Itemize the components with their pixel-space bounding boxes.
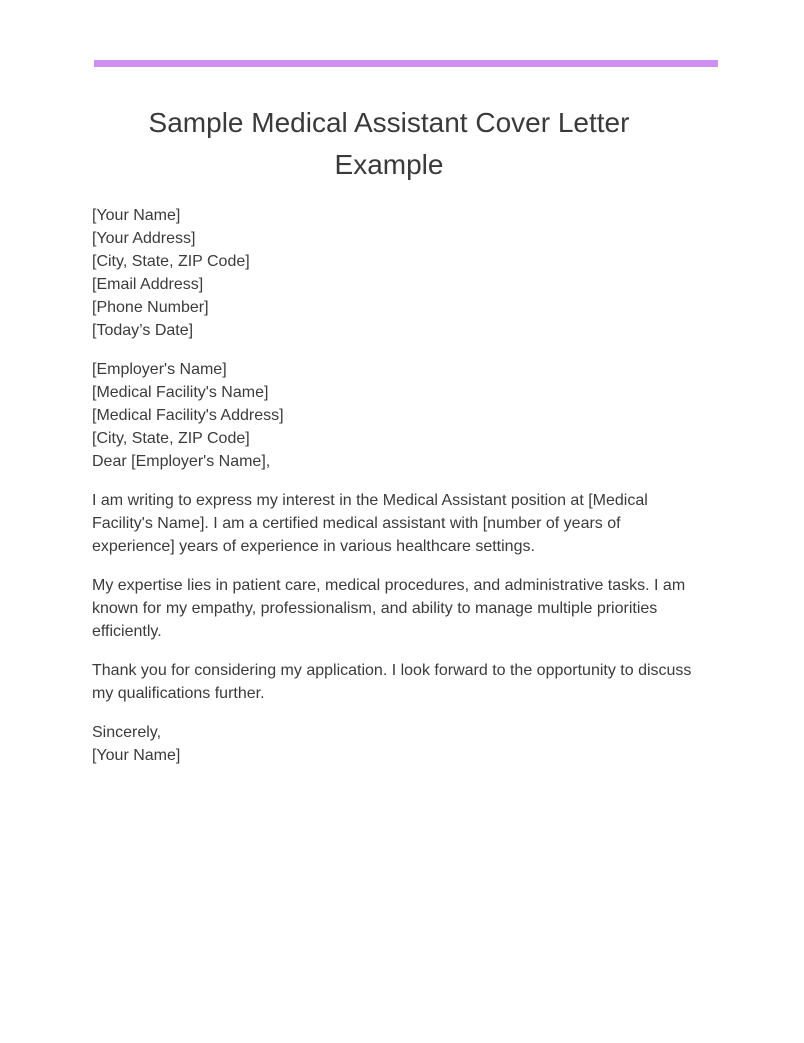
letter-body — [92, 204, 697, 783]
signature-name: [Your Name] — [92, 747, 181, 764]
intro-paragraph: I am writing to express my interest in the Medical Assistant position at [Medical Facility's Name]. I am a certified medical assistant with [number of years of experience] years of experience in various healthcare settings. — [92, 492, 648, 555]
sender-address: [Your Address] — [92, 230, 196, 247]
facility-city-state-zip: [City, State, ZIP Code] — [92, 430, 250, 447]
expertise-paragraph: My expertise lies in patient care, medical procedures, and administrative tasks. I am known for my empathy, professionalism, and ability to manage multiple priorities efficiently. — [92, 577, 686, 640]
sender-city-state-zip: [City, State, ZIP Code] — [92, 253, 250, 270]
sender-name: [Your Name] — [92, 207, 181, 224]
letter-date: [Today’s Date] — [92, 322, 194, 339]
sender-email: [Email Address] — [92, 276, 204, 293]
document-title: Sample Medical Assistant Cover Letter Example — [148, 107, 630, 180]
sender-phone: [Phone Number] — [92, 299, 209, 316]
signature-block — [92, 721, 697, 767]
facility-address: [Medical Facility's Address] — [92, 407, 284, 424]
employer-name: [Employer's Name] — [92, 361, 227, 378]
closing-paragraph: Thank you for considering my application. I look forward to the opportunity to discuss my qualifications further. — [92, 662, 692, 702]
recipient-address-block — [92, 358, 697, 473]
accent-divider — [94, 60, 718, 67]
salutation: Dear [Employer's Name], — [92, 453, 271, 470]
facility-name: [Medical Facility's Name] — [92, 384, 269, 401]
sender-address-block — [92, 204, 697, 342]
valediction: Sincerely, — [92, 724, 162, 741]
